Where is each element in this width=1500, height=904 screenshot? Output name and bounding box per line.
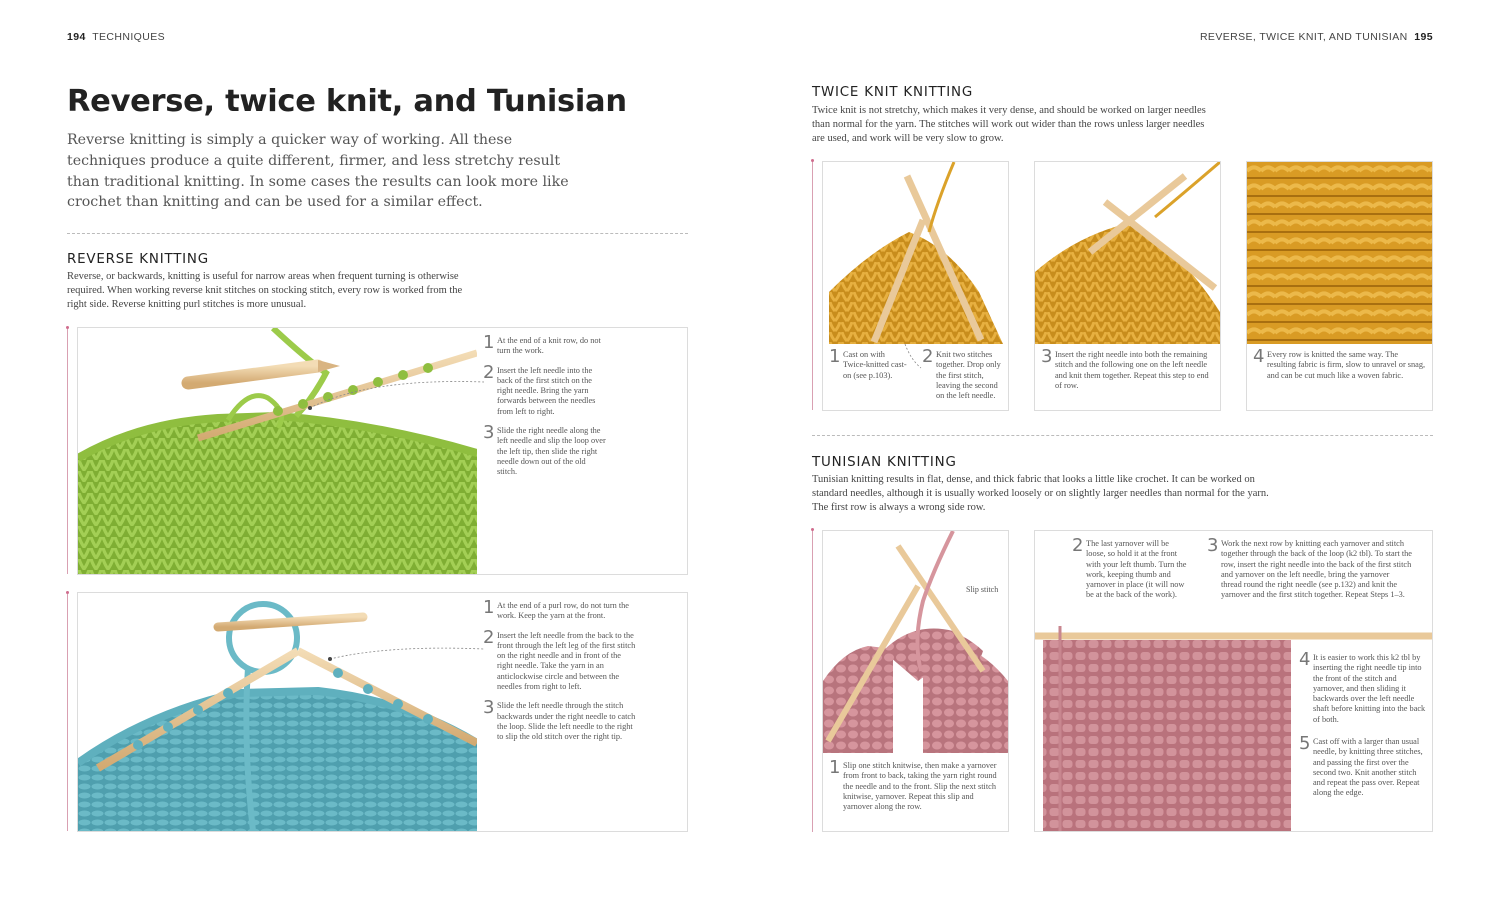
step-number: 2 (483, 626, 495, 648)
reverse-purl-panel (77, 592, 688, 832)
step (1207, 535, 1412, 601)
leader-line (308, 372, 488, 412)
step-text: Slide the left needle through the stitch backwards under the right needle to catch the loop. Slide the left needle to the right to slip the old stitch over the right tip. (497, 701, 636, 742)
reverse-knitting-body: Reverse, or backwards, knitting is useful for narrow areas when frequent turning is otherwise required. When working reverse knit stitches on stocking stitch, every row is worked from the right side. Reverse knitting purl stitches is more unusual. (67, 271, 463, 310)
step (1299, 733, 1429, 799)
accent-rule (812, 530, 813, 832)
slip-stitch-label: Slip stitch (966, 585, 999, 594)
step (483, 361, 606, 417)
accent-rule (812, 161, 813, 410)
tunisian-knitting-heading: TUNISIAN KNITTING (812, 455, 957, 470)
step-body (1207, 535, 1412, 601)
reverse-purl-steps (483, 597, 638, 743)
step-text: Work the next row by knitting each yarnover and stitch together through the back of the loop (k2 tbl). To start the row, insert the right needle into the back of the first stitch and yarnover on the left needle, bring the yarnover thread round the right needle (see p.132) and knit the yarnover and the first stitch together. Repeat Steps 1–3. (1221, 539, 1412, 600)
step-text: The last yarnover will be loose, so hold it at the front with your left thumb. Turn the work, keeping thumb and yarnover in place (it will now be at the back of the work). (1086, 539, 1187, 600)
step-number: 3 (1041, 346, 1053, 367)
mustard-fabric-photo (1247, 162, 1432, 344)
left-folio (67, 31, 165, 43)
twice-knit-panel-1 (822, 161, 1009, 411)
intro-paragraph: Reverse knitting is simply a quicker way of working. All these techniques produce a quite different, firmer, and less stretchy result than traditional knitting. In some cases the results can look more like crochet than knitting and can be used for a similar effect. (67, 132, 569, 211)
mustard-knitting-photo (1035, 162, 1220, 344)
twice-knit-heading: TWICE KNIT KNITTING (812, 85, 974, 100)
step-number: 3 (483, 697, 495, 719)
step-body (1072, 535, 1187, 601)
leader-line (328, 645, 488, 665)
step (1041, 346, 1216, 391)
step-number: 4 (1299, 649, 1311, 670)
step-body (922, 346, 1004, 401)
accent-rule (67, 593, 68, 831)
step-number: 1 (483, 597, 495, 618)
step (483, 422, 606, 477)
mustard-knitting-photo (829, 162, 1003, 344)
step (483, 332, 606, 357)
right-page (750, 0, 1500, 904)
step-number: 1 (829, 757, 841, 778)
reverse-knit-steps (483, 332, 606, 478)
step-text: Knit two stitches together. Drop only the first stitch, leaving the second on the left needle. (936, 350, 1001, 401)
step-body (1299, 649, 1429, 725)
teal-knitting-photo (78, 593, 477, 831)
step-text: Insert the left needle into the back of the first stitch on the right needle. Bring the yarn forwards between the needles from left to right. (497, 365, 596, 416)
step (483, 697, 638, 742)
step-text: Every row is knitted the same way. The resulting fabric is firm, slow to unravel or snag, and can be cut much like a woven fabric. (1267, 350, 1426, 380)
right-folio (1200, 31, 1433, 43)
pink-knitting-photo (823, 531, 1008, 753)
accent-rule (67, 328, 68, 574)
section-divider (812, 435, 1433, 436)
twice-knit-panel-3 (1246, 161, 1433, 411)
step-body (829, 757, 1004, 812)
step (922, 346, 1004, 401)
left-page-number: 194 (67, 31, 86, 43)
right-page-number: 195 (1414, 31, 1433, 43)
reverse-knit-panel (77, 327, 688, 575)
left-running-head: TECHNIQUES (92, 31, 166, 43)
step (483, 597, 638, 622)
step-text: Cast off with a larger than usual needle, by knitting three stitches, and passing the first over the second two. Knit another stitch and repeat the pass over. Repeat along the edge. (1313, 737, 1423, 798)
step-text: At the end of a knit row, do not turn the work. (497, 336, 601, 356)
step (829, 757, 1004, 812)
step-number: 4 (1253, 346, 1265, 367)
step (483, 626, 638, 693)
green-knitting-photo (78, 328, 477, 574)
step-text: Cast on with Twice-knitted cast-on (see p.103). (843, 350, 907, 380)
step-text: At the end of a purl row, do not turn the work. Keep the yarn at the front. (497, 601, 629, 621)
step-body (1253, 346, 1428, 381)
step-text: Slide the right needle along the left needle and slip the loop over the left tip, then slide the right needle down out of the old stitch. (497, 426, 606, 477)
right-running-head: REVERSE, TWICE KNIT, AND TUNISIAN (1199, 31, 1408, 43)
twice-knit-panel-2 (1034, 161, 1221, 411)
step-body (829, 346, 909, 381)
step (1299, 649, 1429, 725)
step-number: 2 (922, 346, 934, 367)
step-number: 1 (483, 332, 495, 353)
step-number: 5 (1299, 733, 1311, 754)
step (1072, 535, 1187, 601)
twice-knit-body: Twice knit is not stretchy, which makes it very dense, and should be worked on larger needles than normal for the yarn. The stitches will work out wider than the rows unless larger needles are used, and work will be very slow to grow. (812, 105, 1206, 144)
step (1253, 346, 1428, 381)
step-text: Insert the left needle from the back to the front through the left leg of the first stitch on the right needle and in front of the right needle. Take the yarn in an anticlockwise circle and between the needles from right to left. (497, 630, 636, 692)
tunisian-panel-2 (1034, 530, 1433, 832)
step-number: 2 (1072, 535, 1084, 556)
tunisian-knitting-body: Tunisian knitting results in flat, dense, and thick fabric that looks a little like crochet. It can be worked on standard needles, although it is usually worked loosely or on slightly larger needles than normal for the yarn. The first row is always a wrong side row. (812, 474, 1269, 513)
tunisian-panel-1 (822, 530, 1009, 832)
step-number: 3 (483, 422, 495, 444)
step-number: 3 (1207, 535, 1219, 556)
step-number: 1 (829, 346, 841, 367)
step-text: It is easier to work this k2 tbl by inserting the right needle tip into the front of the stitch and yarnover, and then sliding it backwards over the left needle shaft before knitting into the back of both. (1313, 653, 1426, 724)
step-text: Insert the right needle into both the remaining stitch and the following one on the left needle and knit them together. Repeat this step to end of row. (1055, 350, 1209, 390)
step (829, 346, 909, 381)
page-title: Reverse, twice knit, and Tunisian (67, 84, 627, 119)
reverse-knitting-heading: REVERSE KNITTING (67, 252, 209, 267)
section-divider (67, 233, 688, 234)
step-body (1041, 346, 1216, 391)
step-body (1299, 733, 1429, 799)
step-text: Slip one stitch knitwise, then make a yarnover from front to back, taking the yarn right round the needle and to the front. Slip the next stitch knitwise, yarnover. Repeat this slip and yarnover along the row. (843, 761, 997, 812)
step-number: 2 (483, 361, 495, 383)
